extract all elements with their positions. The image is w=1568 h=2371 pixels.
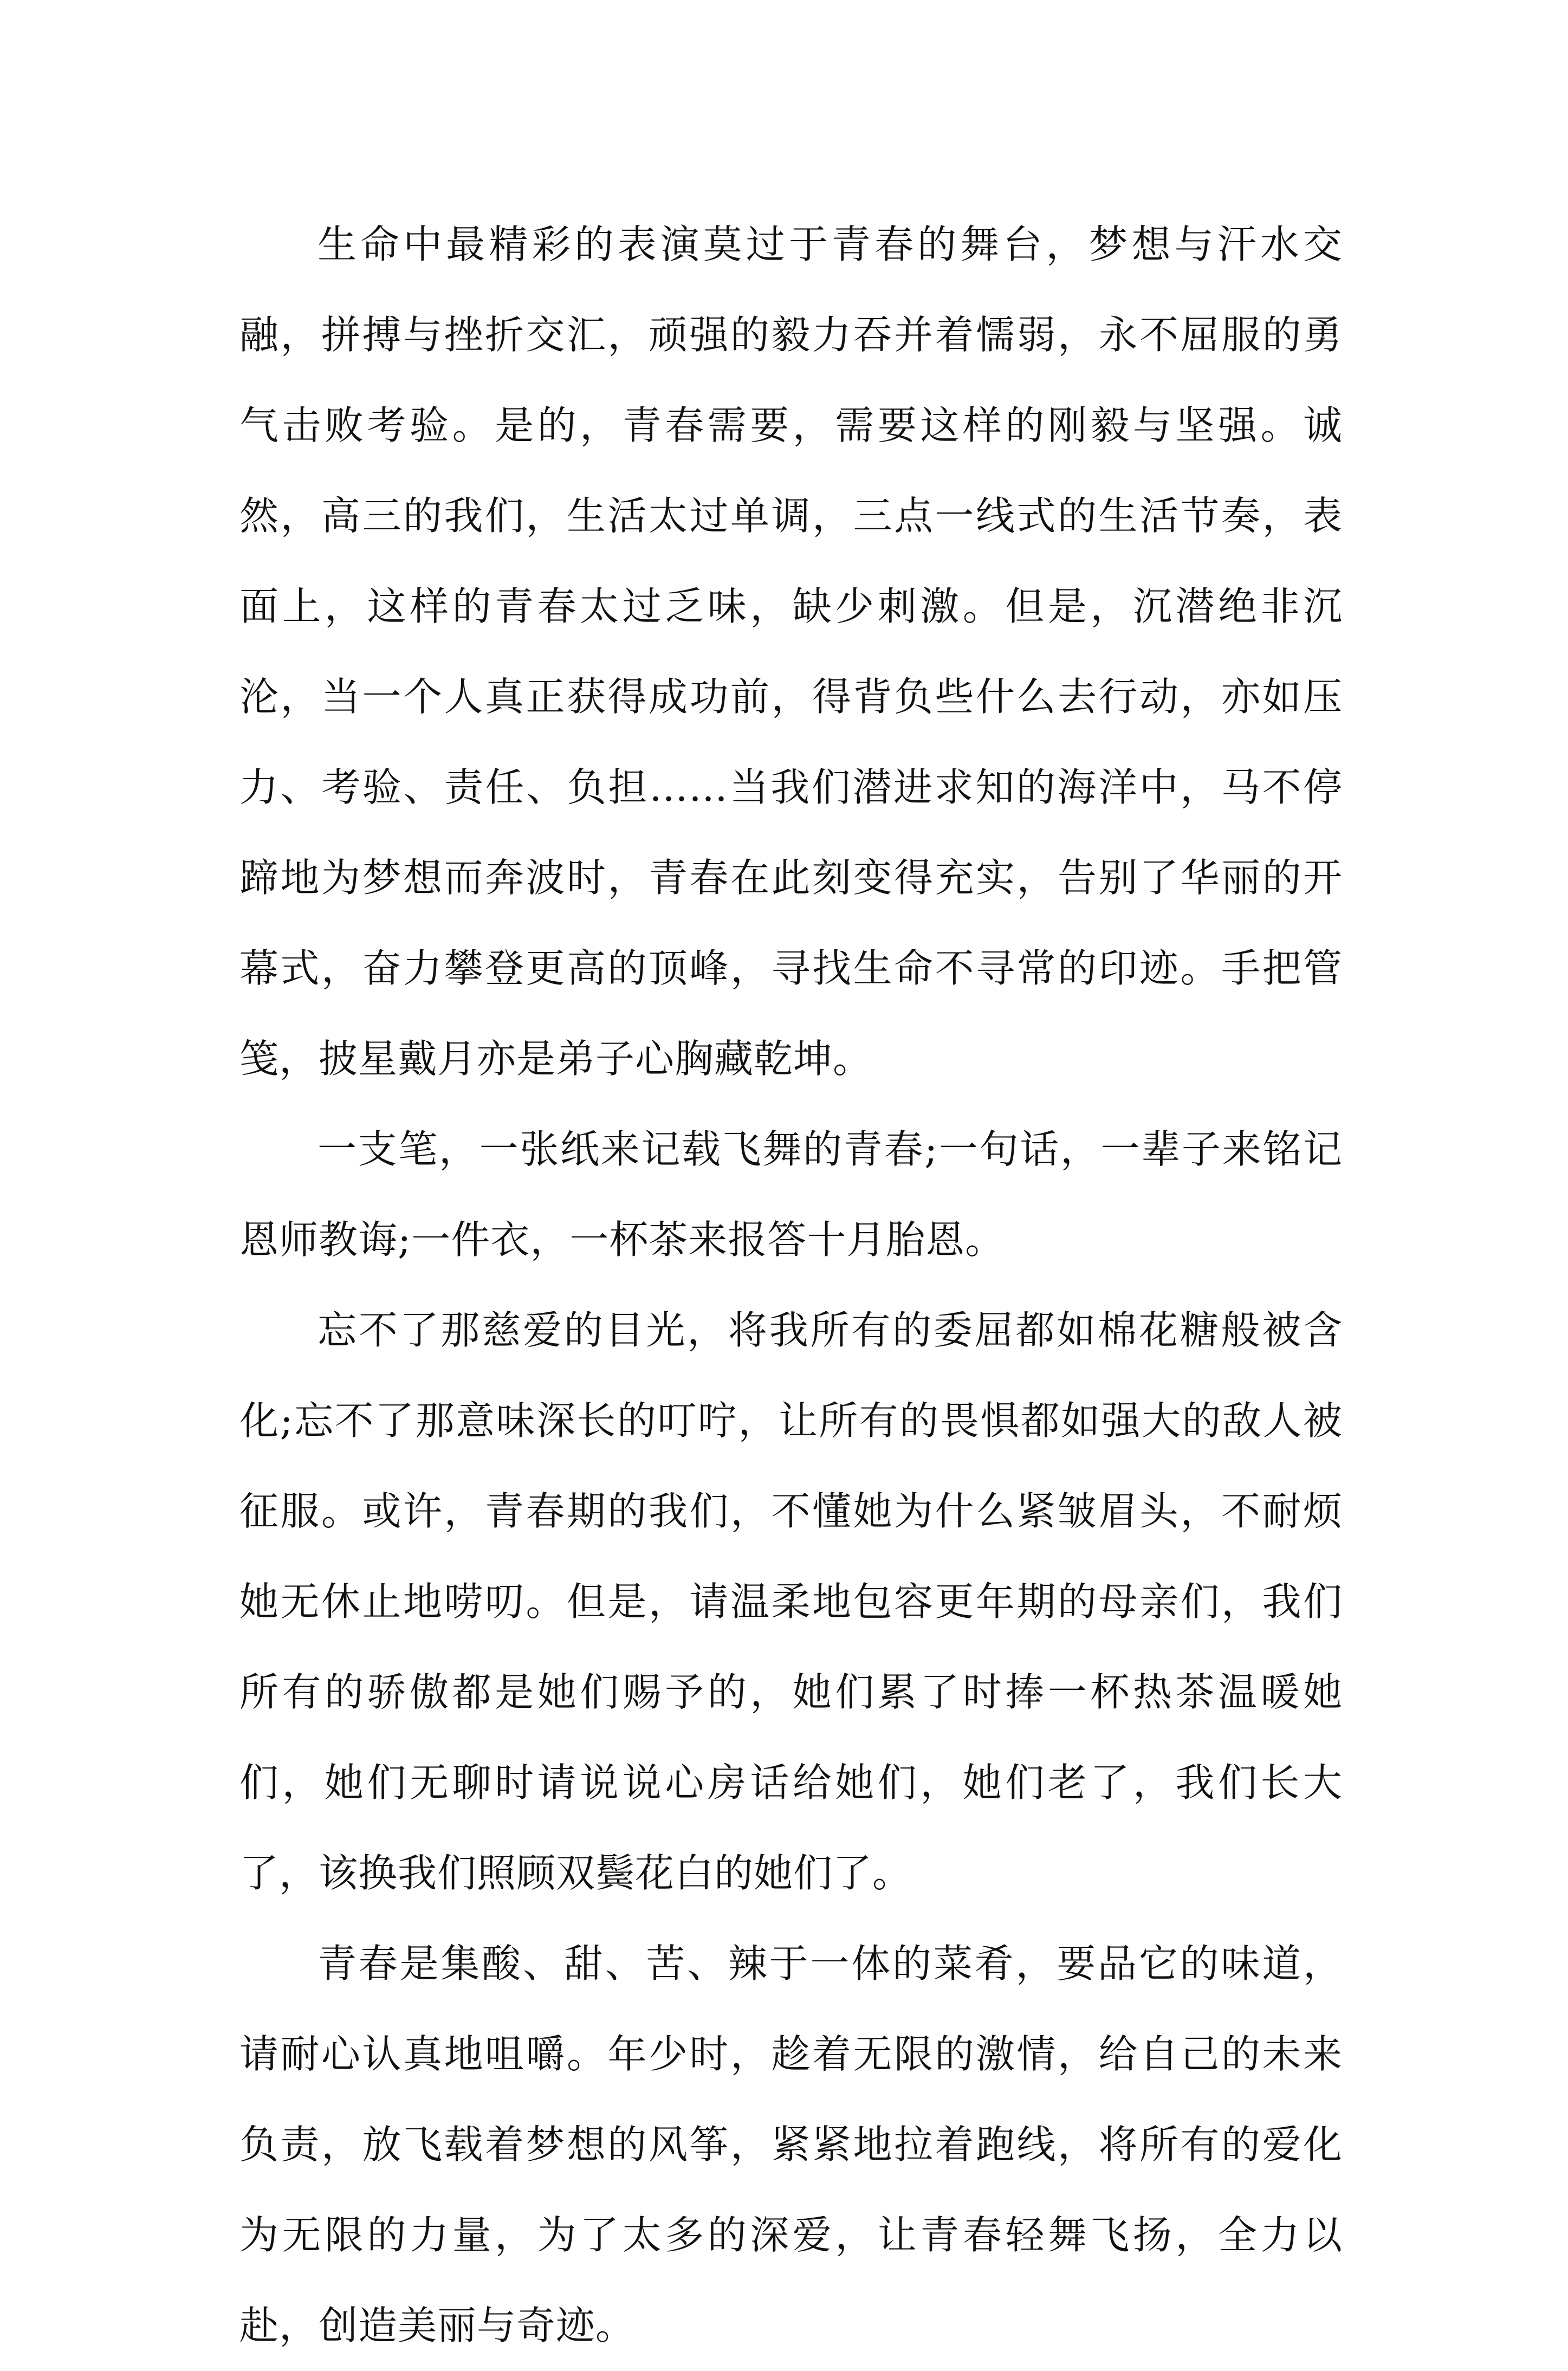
paragraph-3: 忘不了那慈爱的目光，将我所有的委屈都如棉花糖般被含化;忘不了那意味深长的叮咛，让所有的畏惧都如强大的敌人被征服。或许，青春期的我们，不懂她为什么紧皱眉头，不耐烦她无休止地唠叨。但是，请温柔地包容更年期的母亲们，我们所有的骄傲都是她们赐予的，她们累了时捧一杯热茶温暖她们，她们无聊时请说说心房话给她们，她们老了，我们长大了，该换我们照顾双鬓花白的她们了。 xyxy=(239,1307,1343,1896)
paragraph-2: 一支笔，一张纸来记载飞舞的青春;一句话，一辈子来铭记恩师教诲;一件衣，一杯茶来报答十月胎恩。 xyxy=(239,1126,1343,1262)
document-body xyxy=(239,199,1343,2371)
paragraph-1: 生命中最精彩的表演莫过于青春的舞台，梦想与汗水交融，拼搏与挫折交汇，顽强的毅力吞并着懦弱，永不屈服的勇气击败考验。是的，青春需要，需要这样的刚毅与坚强。诚然，高三的我们，生活太过单调，三点一线式的生活节奏，表面上，这样的青春太过乏味，缺少刺激。但是，沉潜绝非沉沦，当一个人真正获得成功前，得背负些什么去行动，亦如压力、考验、责任、负担……当我们潜进求知的海洋中，马不停蹄地为梦想而奔波时，青春在此刻变得充实，告别了华丽的开幕式，奋力攀登更高的顶峰，寻找生命不寻常的印迹。手把管笺，披星戴月亦是弟子心胸藏乾坤。 xyxy=(239,222,1343,1081)
paragraph-4: 青春是集酸、甜、苦、辣于一体的菜肴，要品它的味道，请耐心认真地咀嚼。年少时，趁着无限的激情，给自己的未来负责，放飞载着梦想的风筝，紧紧地拉着跑线，将所有的爱化为无限的力量，为了太多的深爱，让青春轻舞飞扬，全力以赴，创造美丽与奇迹。 xyxy=(239,1941,1343,2348)
